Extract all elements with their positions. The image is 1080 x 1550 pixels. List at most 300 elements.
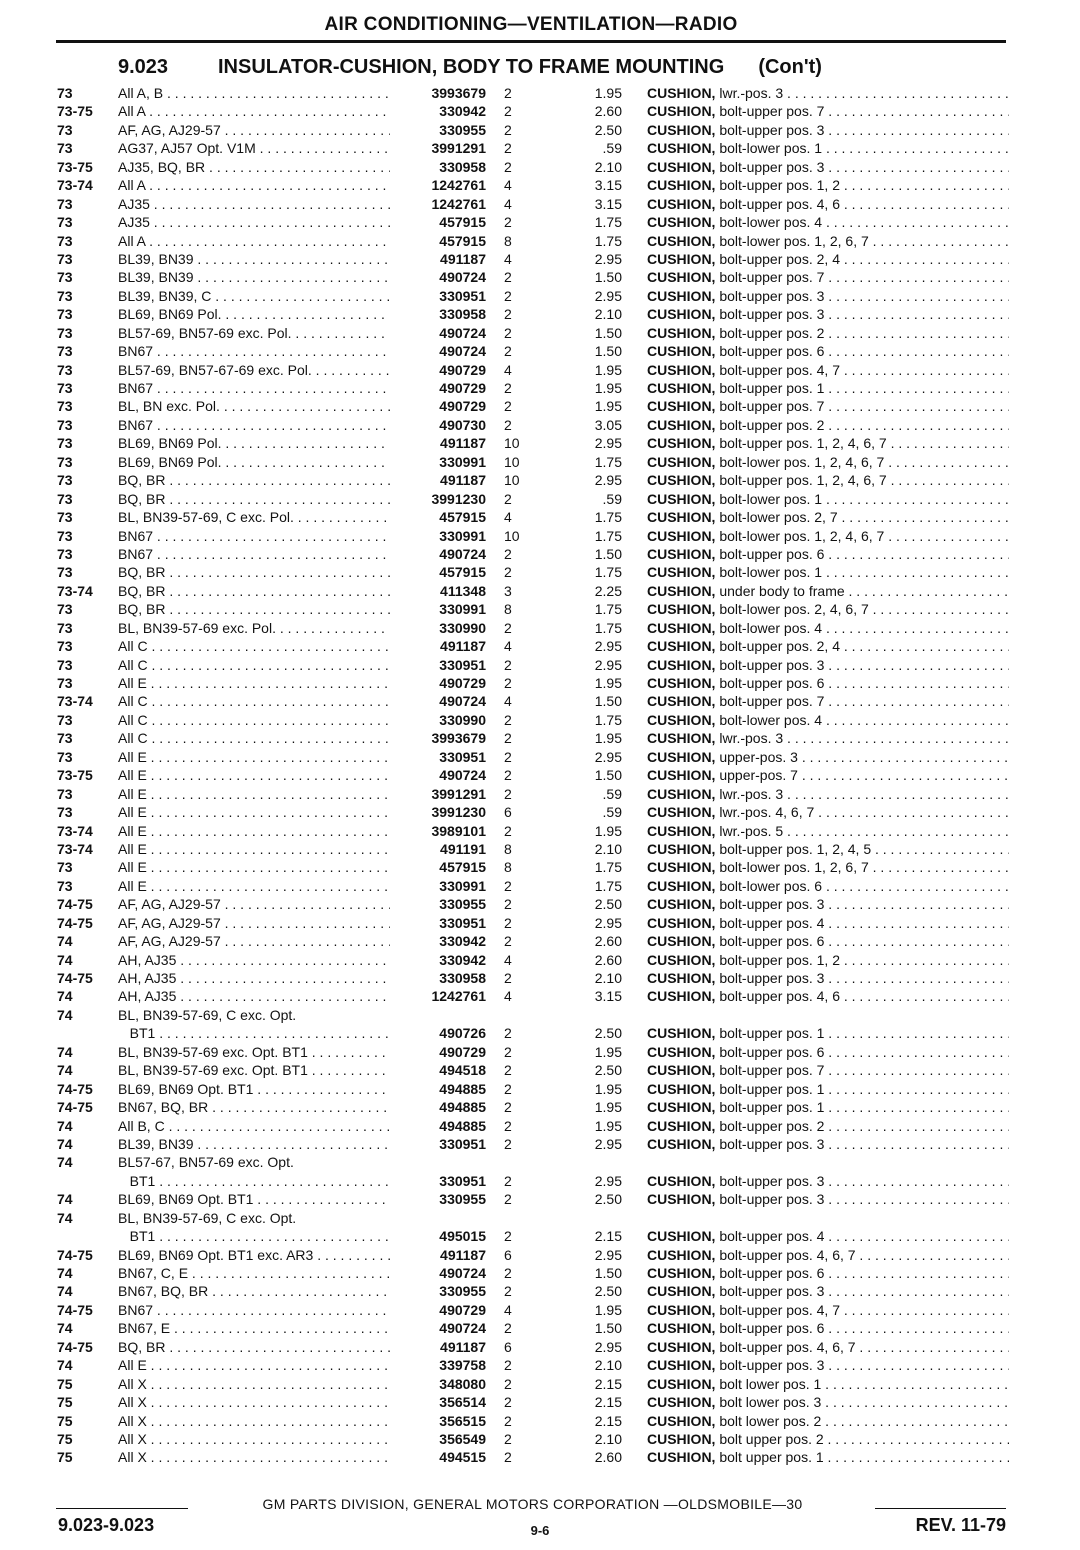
part-number-cell: 494885 [439, 1080, 486, 1097]
description-text: bolt-lower pos. 2, 7 [715, 509, 838, 526]
year-cell: 73 [57, 121, 73, 138]
description-cell [647, 508, 1009, 526]
description-name: CUSHION, [647, 1062, 716, 1079]
description-cell [647, 121, 1009, 139]
footer-rule-left [56, 1508, 188, 1509]
price-cell: 1.75 [594, 619, 622, 636]
part-number-cell: 491191 [440, 840, 486, 857]
description-cell [647, 1024, 1009, 1042]
description-cell [647, 287, 1009, 305]
table-row [0, 416, 1080, 434]
description-cell [647, 914, 1009, 932]
quantity-cell: 2 [504, 675, 512, 691]
description-cell [647, 471, 1009, 489]
price-cell: 3.05 [594, 416, 622, 433]
year-cell: 73 [57, 140, 73, 157]
table-row [0, 1098, 1080, 1116]
quantity-cell: 2 [504, 767, 512, 784]
description-cell [647, 969, 1009, 987]
table-row [0, 914, 1080, 932]
description-cell [647, 545, 1009, 563]
description-text: bolt-upper pos. 6 [715, 1043, 825, 1060]
year-cell: 74 [57, 1117, 73, 1134]
model-cell: BQ, BR . . . [118, 1338, 390, 1356]
part-number-cell: 411348 [440, 582, 486, 599]
year-cell: 73 [57, 711, 73, 728]
description-text: bolt-upper pos. 3 [715, 970, 825, 986]
part-number-cell: 491187 [440, 1338, 486, 1355]
model-cell: BN67 . . . [118, 527, 390, 545]
description-text: bolt-upper pos. 3 [715, 121, 825, 138]
price-cell: 1.95 [594, 1301, 622, 1318]
part-number-cell: 1242761 [431, 177, 486, 194]
description-name: CUSHION, [647, 361, 716, 378]
part-number-cell: 490729 [439, 361, 486, 378]
quantity-cell: 2 [504, 140, 512, 157]
price-cell: 1.75 [594, 509, 622, 526]
quantity-cell: 2 [504, 1172, 512, 1189]
model-cell: AF, AG, AJ29-57 . . . [118, 895, 390, 913]
description-name: CUSHION, [647, 711, 716, 728]
quantity-cell: 10 [504, 472, 520, 489]
description-cell [647, 1448, 1009, 1466]
model-cell: All E . . . [118, 766, 390, 784]
part-number-cell: 457915 [439, 859, 486, 876]
description-cell [647, 858, 1009, 876]
model-cell: BQ, BR . . . [118, 582, 390, 600]
price-cell: 1.95 [594, 730, 622, 747]
description-cell [647, 195, 1009, 213]
quantity-cell: 2 [504, 1135, 512, 1152]
part-number-cell: 356549 [439, 1430, 486, 1447]
model-cell: All E . . . [118, 822, 390, 840]
description-name: CUSHION, [647, 1191, 716, 1208]
model-cell: BT1 . . . [118, 1024, 390, 1042]
year-cell: 74 [57, 1006, 73, 1023]
description-name: CUSHION, [647, 435, 716, 452]
description-cell [647, 822, 1009, 840]
part-number-cell: 490726 [439, 1025, 486, 1042]
model-cell: AH, AJ35 . . . [118, 951, 390, 969]
part-number-cell: 490724 [439, 324, 486, 341]
description-text: bolt lower pos. 1 [715, 1375, 822, 1392]
description-cell [647, 785, 1009, 803]
description-cell [647, 305, 1009, 323]
table-row [0, 1080, 1080, 1098]
part-number-cell: 3993679 [431, 730, 486, 747]
description-text: bolt-upper pos. 7 [715, 398, 825, 415]
model-cell: BQ, BR . . . [118, 490, 390, 508]
table-row [0, 158, 1080, 176]
table-row [0, 527, 1080, 545]
year-cell: 74 [57, 1283, 73, 1300]
description-cell [647, 1264, 1009, 1282]
description-cell [647, 1393, 1009, 1411]
description-text: lwr.-pos. 4, 6, 7 [715, 804, 815, 821]
model-cell: BL69, BN69 Opt. BT1 . . . [118, 1190, 390, 1208]
price-cell: 2.50 [594, 1025, 622, 1042]
description-name: CUSHION, [647, 214, 716, 231]
description-cell [647, 361, 1009, 379]
part-number-cell: 490730 [439, 416, 486, 433]
part-number-cell: 490724 [439, 343, 486, 360]
description-cell [647, 213, 1009, 231]
part-number-cell: 330990 [439, 711, 486, 728]
table-row [0, 1209, 1080, 1227]
quantity-cell: 2 [504, 306, 512, 323]
part-number-cell: 330958 [439, 306, 486, 323]
table-row [0, 102, 1080, 120]
description-name: CUSHION, [647, 1338, 716, 1355]
quantity-cell: 2 [504, 287, 512, 304]
model-cell: All C . . . [118, 692, 390, 710]
description-text: lwr.-pos. 3 [715, 85, 784, 101]
year-cell: 73 [57, 214, 73, 231]
model-cell: BL, BN exc. Pol. . . . [118, 397, 390, 415]
model-cell: BL, BN39-57-69 exc. Pol. . . . [118, 619, 390, 637]
description-name: CUSHION, [647, 324, 716, 341]
description-text: bolt-upper pos. 3 [715, 287, 825, 304]
description-cell [647, 453, 1009, 471]
description-cell [647, 1375, 1009, 1393]
year-cell: 74 [57, 1320, 73, 1337]
table-row [0, 1172, 1080, 1190]
price-cell: 1.75 [594, 877, 622, 894]
price-cell: 2.95 [594, 748, 622, 765]
model-cell: All E . . . [118, 840, 390, 858]
part-number-cell: 490729 [439, 675, 486, 691]
description-cell [647, 600, 1009, 618]
part-number-cell: 330955 [439, 1283, 486, 1300]
description-text: bolt lower pos. 2 [715, 1412, 822, 1429]
price-cell: 1.95 [594, 1099, 622, 1116]
table-row [0, 1338, 1080, 1356]
part-number-cell: 1242761 [431, 988, 486, 1005]
model-cell: All E . . . [118, 1356, 390, 1374]
part-number-cell: 3991230 [431, 804, 486, 821]
quantity-cell: 2 [504, 877, 512, 894]
table-row [0, 305, 1080, 323]
year-cell: 74 [57, 1135, 73, 1152]
year-cell: 73-74 [57, 177, 93, 194]
quantity-cell: 2 [504, 1117, 512, 1134]
model-cell: BN67 . . . [118, 342, 390, 360]
price-cell: 2.95 [594, 435, 622, 452]
description-name: CUSHION, [647, 306, 716, 323]
description-cell [647, 1301, 1009, 1319]
description-cell [647, 102, 1009, 120]
description-name: CUSHION, [647, 195, 716, 212]
year-cell: 73-75 [57, 767, 93, 784]
description-text: lwr.-pos. 5 [715, 822, 784, 839]
year-cell: 74 [57, 1209, 73, 1226]
description-text: bolt-upper pos. 3 [715, 1135, 825, 1152]
description-text: bolt-upper pos. 4, 6, 7 [715, 1246, 856, 1263]
price-cell: 1.75 [594, 711, 622, 728]
description-text: bolt-lower pos. 1 [715, 490, 823, 507]
description-name: CUSHION, [647, 822, 716, 839]
price-cell: 1.50 [594, 324, 622, 341]
model-cell: BL69, BN69 Pol. . . . [118, 453, 390, 471]
quantity-cell: 2 [504, 730, 512, 747]
description-text: bolt-upper pos. 4 [715, 914, 825, 931]
description-text: bolt-upper pos. 1, 2, 4, 6, 7 [715, 472, 887, 489]
model-cell: All C . . . [118, 656, 390, 674]
year-cell: 73 [57, 287, 73, 304]
quantity-cell: 2 [504, 103, 512, 120]
price-cell: 2.10 [594, 158, 622, 175]
description-name: CUSHION, [647, 85, 716, 101]
description-text: bolt-upper pos. 3 [715, 1172, 825, 1189]
description-name: CUSHION, [647, 619, 716, 636]
table-row [0, 1006, 1080, 1024]
model-cell: BL, BN39-57-69 exc. Opt. BT1 . . . [118, 1061, 390, 1079]
description-text: bolt-upper pos. 6 [715, 545, 825, 562]
description-text: bolt upper pos. 1 [715, 1449, 824, 1466]
part-number-cell: 3991291 [431, 785, 486, 802]
table-row [0, 1282, 1080, 1300]
year-cell: 74-75 [57, 896, 93, 913]
part-number-cell: 490724 [439, 693, 486, 710]
table-row [0, 582, 1080, 600]
price-cell: 2.50 [594, 121, 622, 138]
quantity-cell: 2 [504, 1191, 512, 1208]
description-name: CUSHION, [647, 1265, 716, 1281]
description-name: CUSHION, [647, 730, 716, 747]
description-text: bolt-upper pos. 6 [715, 343, 825, 360]
table-row [0, 748, 1080, 766]
price-cell: 2.60 [594, 103, 622, 120]
footer-revision: REV. 11-79 [915, 1515, 1006, 1535]
price-cell: 2.50 [594, 1191, 622, 1208]
price-cell: 2.95 [594, 250, 622, 267]
quantity-cell: 2 [504, 748, 512, 765]
model-cell: AH, AJ35 . . . [118, 987, 390, 1005]
table-row [0, 434, 1080, 452]
table-row [0, 600, 1080, 618]
quantity-cell: 2 [504, 1394, 512, 1411]
part-number-cell: 330955 [439, 121, 486, 138]
model-cell: BL69, BN69 Pol. . . . [118, 434, 390, 452]
year-cell: 74-75 [57, 1301, 93, 1318]
description-text: upper-pos. 7 [715, 767, 798, 784]
description-cell [647, 563, 1009, 581]
year-cell: 74-75 [57, 1338, 93, 1355]
description-text: bolt-upper pos. 1, 2 [715, 951, 840, 968]
table-row [0, 1448, 1080, 1466]
year-cell: 74 [57, 1357, 73, 1374]
description-text: bolt-upper pos. 4, 7 [715, 1301, 840, 1318]
section-number: 9.023 [118, 56, 169, 78]
description-name: CUSHION, [647, 1357, 716, 1374]
part-number-cell: 330958 [439, 970, 486, 986]
model-cell: BL39, BN39 . . . [118, 1135, 390, 1153]
description-text: bolt-upper pos. 6 [715, 675, 825, 691]
model-cell: All E . . . [118, 785, 390, 803]
table-row [0, 1135, 1080, 1153]
quantity-cell: 10 [504, 435, 520, 452]
description-text: bolt-upper pos. 3 [715, 896, 825, 913]
table-row [0, 619, 1080, 637]
description-cell [647, 1190, 1009, 1208]
description-cell [647, 729, 1009, 747]
description-name: CUSHION, [647, 1412, 716, 1429]
description-name: CUSHION, [647, 1283, 716, 1300]
year-cell: 74-75 [57, 1080, 93, 1097]
year-cell: 73 [57, 269, 73, 286]
model-cell: BL57-69, BN57-69 exc. Pol. . . . [118, 324, 390, 342]
table-row [0, 287, 1080, 305]
quantity-cell: 2 [504, 564, 512, 581]
part-number-cell: 490729 [439, 398, 486, 415]
part-number-cell: 490729 [439, 1301, 486, 1318]
table-row [0, 379, 1080, 397]
part-number-cell: 330991 [439, 877, 486, 894]
year-cell: 73-74 [57, 822, 93, 839]
description-text: bolt-upper pos. 3 [715, 306, 825, 323]
table-row [0, 508, 1080, 526]
price-cell: 1.95 [594, 675, 622, 691]
price-cell: 1.95 [594, 380, 622, 396]
part-number-cell: 3993679 [431, 85, 486, 101]
table-row [0, 1043, 1080, 1061]
footer-rule-right [875, 1508, 1006, 1509]
quantity-cell: 2 [504, 343, 512, 360]
quantity-cell: 2 [504, 933, 512, 950]
part-number-cell: 330991 [439, 527, 486, 544]
description-name: CUSHION, [647, 970, 716, 986]
quantity-cell: 2 [504, 416, 512, 433]
table-row [0, 822, 1080, 840]
quantity-cell: 2 [504, 398, 512, 415]
quantity-cell: 8 [504, 859, 512, 876]
quantity-cell: 2 [504, 545, 512, 562]
part-number-cell: 491187 [440, 472, 486, 489]
model-cell: AJ35, BQ, BR . . . [118, 158, 390, 176]
description-cell [647, 932, 1009, 950]
description-name: CUSHION, [647, 416, 716, 433]
description-text: bolt-upper pos. 1 [715, 380, 825, 396]
description-cell [647, 268, 1009, 286]
part-number-cell: 339758 [439, 1357, 486, 1374]
price-cell: 3.15 [594, 177, 622, 194]
part-number-cell: 1242761 [431, 195, 486, 212]
quantity-cell: 8 [504, 232, 512, 249]
table-row [0, 637, 1080, 655]
parts-table [0, 84, 1080, 1467]
footer-publisher: GM PARTS DIVISION, GENERAL MOTORS CORPORATION —OLDSMOBILE—30 [262, 1496, 803, 1512]
part-number-cell: 356515 [439, 1412, 486, 1429]
part-number-cell: 330942 [439, 933, 486, 950]
table-row [0, 1227, 1080, 1245]
description-cell [647, 250, 1009, 268]
quantity-cell: 2 [504, 1283, 512, 1300]
model-cell: All C . . . [118, 711, 390, 729]
year-cell: 74 [57, 988, 73, 1005]
year-cell: 74 [57, 933, 73, 950]
description-text: bolt-upper pos. 2 [715, 324, 825, 341]
description-text: bolt-upper pos. 7 [715, 693, 825, 710]
part-number-cell: 330951 [439, 656, 486, 673]
year-cell: 73 [57, 527, 73, 544]
price-cell: 3.15 [594, 195, 622, 212]
description-name: CUSHION, [647, 656, 716, 673]
price-cell: .59 [602, 490, 622, 507]
price-cell: 1.75 [594, 453, 622, 470]
part-number-cell: 330958 [439, 158, 486, 175]
price-cell: 1.50 [594, 1265, 622, 1281]
model-cell: BQ, BR . . . [118, 471, 390, 489]
table-row [0, 766, 1080, 784]
year-cell: 73 [57, 195, 73, 212]
model-cell: BN67, BQ, BR . . . [118, 1282, 390, 1300]
price-cell: 1.95 [594, 1080, 622, 1097]
description-name: CUSHION, [647, 1394, 716, 1411]
description-text: bolt-upper pos. 7 [715, 103, 825, 120]
description-cell [647, 1043, 1009, 1061]
quantity-cell: 4 [504, 195, 512, 212]
description-text: bolt-lower pos. 4 [715, 619, 823, 636]
year-cell: 73 [57, 748, 73, 765]
description-text: bolt-upper pos. 2 [715, 416, 825, 433]
description-text: lwr.-pos. 3 [715, 730, 784, 747]
description-name: CUSHION, [647, 121, 716, 138]
description-cell [647, 637, 1009, 655]
year-cell: 73 [57, 85, 73, 101]
quantity-cell: 2 [504, 85, 512, 101]
quantity-cell: 2 [504, 656, 512, 673]
description-text: bolt-upper pos. 2 [715, 1117, 825, 1134]
description-cell [647, 895, 1009, 913]
part-number-cell: 330951 [439, 748, 486, 765]
table-row [0, 195, 1080, 213]
quantity-cell: 2 [504, 1043, 512, 1060]
year-cell: 73 [57, 675, 73, 691]
table-row [0, 1024, 1080, 1042]
model-cell: BN67, BQ, BR . . . [118, 1098, 390, 1116]
description-cell [647, 527, 1009, 545]
description-cell [647, 416, 1009, 434]
description-name: CUSHION, [647, 490, 716, 507]
description-name: CUSHION, [647, 1043, 716, 1060]
description-cell [647, 711, 1009, 729]
description-cell [647, 324, 1009, 342]
quantity-cell: 2 [504, 619, 512, 636]
description-name: CUSHION, [647, 140, 716, 157]
year-cell: 73 [57, 804, 73, 821]
quantity-cell: 4 [504, 250, 512, 267]
price-cell: 1.75 [594, 214, 622, 231]
price-cell: .59 [602, 804, 622, 821]
description-name: CUSHION, [647, 1246, 716, 1263]
price-cell: 2.95 [594, 287, 622, 304]
description-name: CUSHION, [647, 398, 716, 415]
description-text: bolt-upper pos. 1, 2 [715, 177, 840, 194]
model-cell: BL57-69, BN57-67-69 exc. Pol. . . . [118, 361, 390, 379]
model-cell: All X . . . [118, 1430, 390, 1448]
description-text: bolt-upper pos. 6 [715, 1265, 825, 1281]
price-cell: 1.50 [594, 545, 622, 562]
model-cell: All A . . . [118, 232, 390, 250]
quantity-cell: 2 [504, 1025, 512, 1042]
page-header-title: AIR CONDITIONING—VENTILATION—RADIO [324, 14, 738, 35]
description-cell [647, 766, 1009, 784]
description-name: CUSHION, [647, 675, 716, 691]
description-cell [647, 1135, 1009, 1153]
year-cell: 74-75 [57, 970, 93, 986]
table-row [0, 176, 1080, 194]
price-cell: 2.10 [594, 306, 622, 323]
